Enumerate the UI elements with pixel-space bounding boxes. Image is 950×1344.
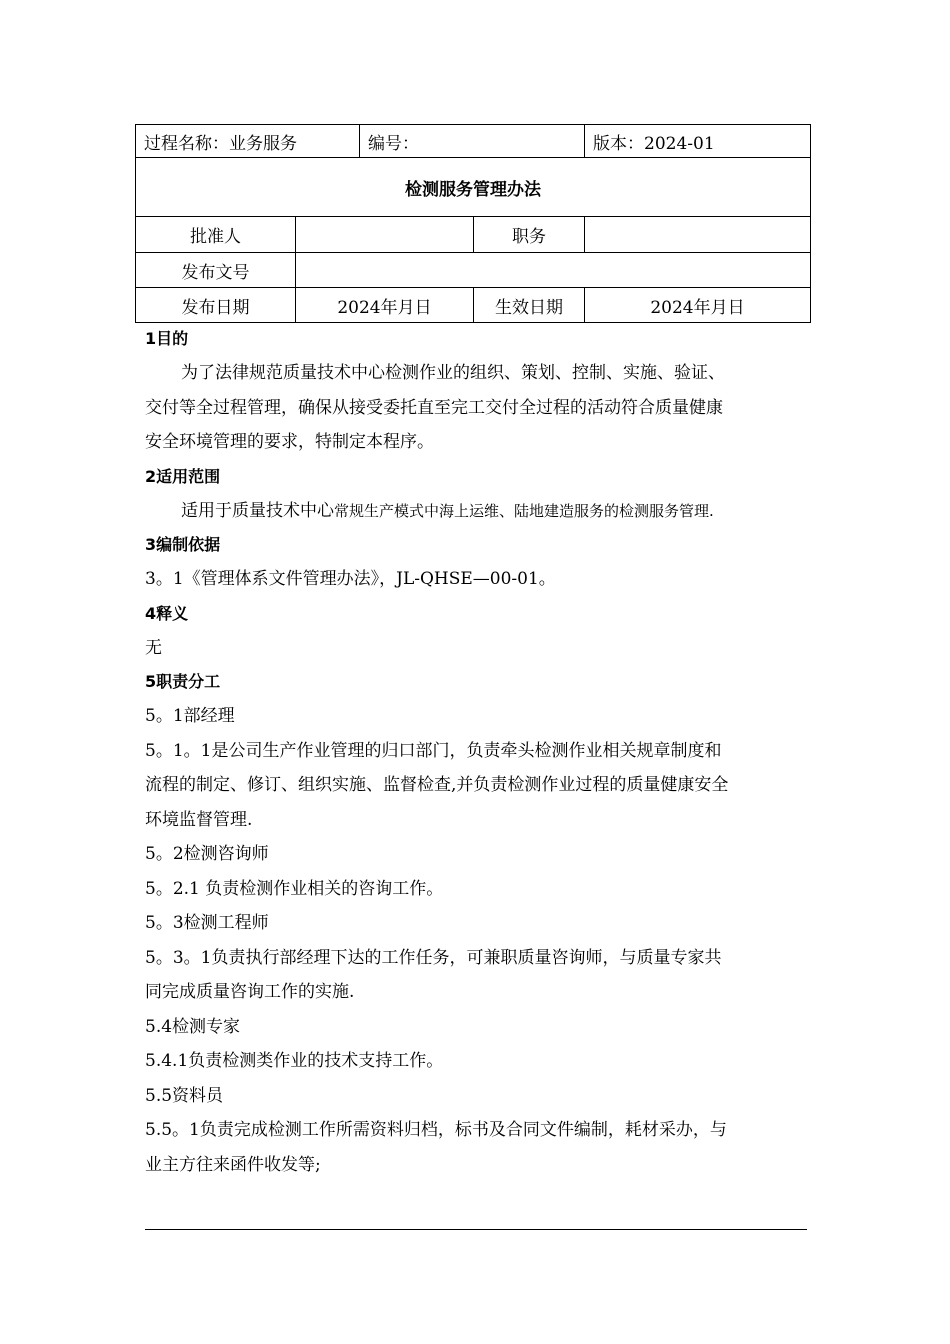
position-value bbox=[585, 217, 811, 253]
document-header-table bbox=[135, 124, 811, 323]
header-row-meta bbox=[136, 125, 811, 158]
engineer-duty-line-1: 5。3。1负责执行部经理下达的工作任务，可兼职质量咨询师，与质量专家共 bbox=[145, 947, 722, 968]
footer-divider bbox=[145, 1229, 807, 1230]
section-heading-definitions: 4释义 bbox=[145, 603, 189, 623]
document-title: 检测服务管理办法 bbox=[136, 158, 811, 217]
header-row-dates bbox=[136, 288, 811, 323]
purpose-line-1: 为了法律规范质量技术中心检测作业的组织、策划、控制、实施、验证、 bbox=[181, 363, 725, 383]
scope-text-part-1: 适用于质量技术中心 bbox=[181, 500, 334, 521]
document-body bbox=[145, 322, 810, 1182]
subheading-engineer: 5。3检测工程师 bbox=[145, 913, 269, 933]
header-row-title bbox=[136, 158, 811, 217]
archivist-duty-line-1: 5.5。1负责完成检测工作所需资料归档，标书及合同文件编制，耗材采办，与 bbox=[145, 1120, 727, 1140]
doc-no-label: 发布文号 bbox=[136, 253, 296, 288]
section-heading-basis: 3编制依据 bbox=[145, 535, 221, 554]
header-row-doc-no bbox=[136, 253, 811, 288]
expert-duty-line-1: 5.4.1负责检测类作业的技术支持工作。 bbox=[145, 1051, 444, 1071]
subheading-expert: 5.4检测专家 bbox=[145, 1016, 241, 1037]
manager-duty-line-3: 环境监督管理. bbox=[145, 809, 253, 830]
number-cell: 编号： bbox=[360, 125, 585, 158]
manager-duty-line-2: 流程的制定、修订、组织实施、监督检查,并负责检测作业过程的质量健康安全 bbox=[145, 775, 729, 795]
engineer-duty-line-2: 同完成质量咨询工作的实施. bbox=[145, 982, 355, 1002]
section-heading-purpose: 1目的 bbox=[145, 329, 189, 348]
section-heading-scope: 2适用范围 bbox=[145, 466, 221, 486]
approver-label: 批准人 bbox=[136, 217, 296, 253]
purpose-line-3: 安全环境管理的要求，特制定本程序。 bbox=[145, 432, 434, 452]
archivist-duty-line-2: 业主方往来函件收发等; bbox=[145, 1154, 321, 1175]
process-name-cell: 过程名称：业务服务 bbox=[136, 125, 360, 158]
subheading-department-manager: 5。1部经理 bbox=[145, 706, 235, 726]
definitions-line-1: 无 bbox=[145, 637, 162, 658]
release-date-value: 2024年月日 bbox=[296, 288, 474, 323]
consultant-duty-line-1: 5。2.1 负责检测作业相关的咨询工作。 bbox=[145, 878, 444, 899]
doc-no-value bbox=[296, 253, 811, 288]
subheading-archivist: 5.5资料员 bbox=[145, 1085, 224, 1106]
effective-date-value: 2024年月日 bbox=[585, 288, 811, 323]
version-cell: 版本：2024-01 bbox=[585, 125, 811, 158]
release-date-label: 发布日期 bbox=[136, 288, 296, 323]
scope-line bbox=[145, 494, 810, 529]
section-heading-responsibilities: 5职责分工 bbox=[145, 672, 221, 691]
effective-date-label: 生效日期 bbox=[474, 288, 585, 323]
header-row-approver bbox=[136, 217, 811, 253]
position-label: 职务 bbox=[474, 217, 585, 253]
basis-line-1: 3。1《管理体系文件管理办法》，JL-QHSE—00-01。 bbox=[145, 569, 556, 589]
approver-value bbox=[296, 217, 474, 253]
purpose-line-2: 交付等全过程管理，确保从接受委托直至完工交付全过程的活动符合质量健康 bbox=[145, 397, 723, 418]
subheading-consultant: 5。2检测咨询师 bbox=[145, 844, 269, 864]
scope-text-part-2: 常规生产模式中海上运维、陆地建造服务的检测服务管理. bbox=[334, 501, 714, 520]
manager-duty-line-1: 5。1。1是公司生产作业管理的归口部门，负责牵头检测作业相关规章制度和 bbox=[145, 740, 722, 761]
